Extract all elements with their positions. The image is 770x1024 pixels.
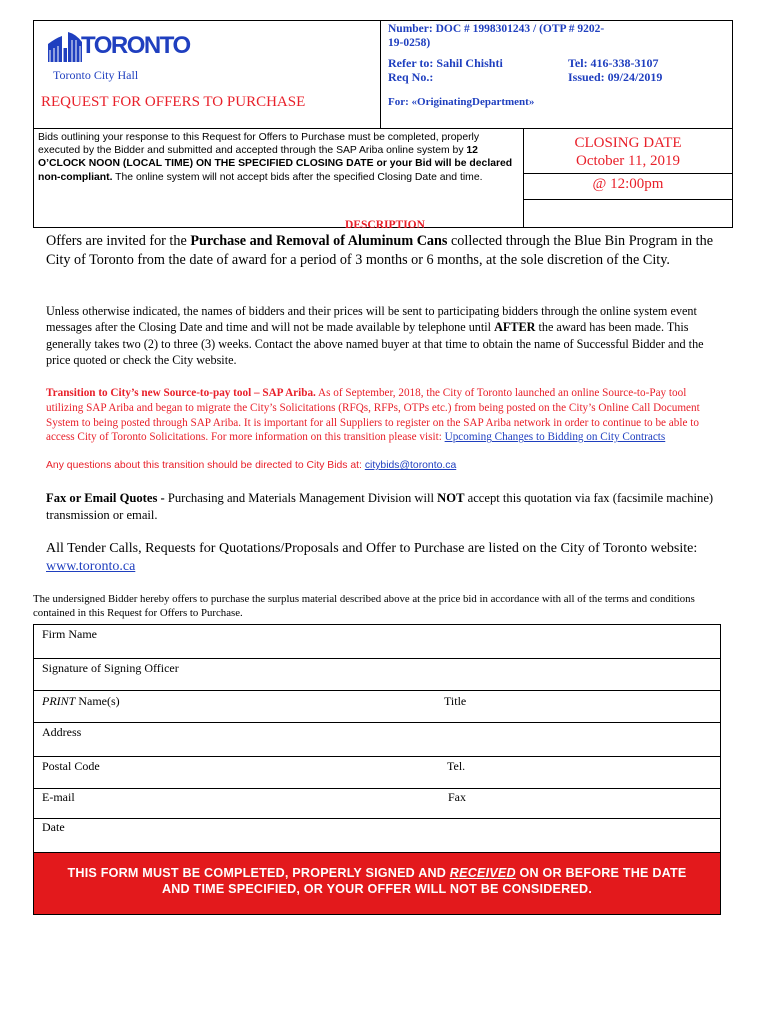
postal-code-field[interactable]: Postal Code [42, 759, 100, 773]
row-line [33, 818, 721, 819]
address-field[interactable]: Address [42, 725, 82, 739]
row-line [33, 690, 721, 691]
tel-field[interactable]: Tel. [447, 759, 466, 773]
divider [380, 20, 381, 128]
banner-text: THIS FORM MUST BE COMPLETED, PROPERLY SIGNED AND [67, 866, 450, 880]
names-label: Name(s) [75, 694, 120, 708]
row-line [33, 756, 721, 757]
citybids-email-link[interactable]: citybids@toronto.ca [364, 460, 457, 471]
fax-email-heading: Fax or Email Quotes - [46, 491, 165, 505]
banner-received: RECEIVED [449, 866, 516, 880]
form-intro: The undersigned Bidder hereby offers to purchase the surplus material described above at the price bid in accordance with all of the terms and conditions contained in this Request for Offers to Purchase. [33, 593, 695, 619]
closing-time: @ 12:00pm [592, 176, 664, 192]
banner-text-2: ON OR BEFORE THE DATE AND TIME SPECIFIED, OR YOUR OFFER WILL NOT BE CONSIDERED. [161, 866, 687, 896]
row-line [33, 722, 721, 723]
divider [523, 199, 733, 200]
item-name: Purchase and Removal of Aluminum Cans [190, 233, 448, 249]
closing-date-label: CLOSING DATE [574, 135, 682, 151]
p3-text: As of September, 2018, the City of Toronto launched an online Source-to-Pay tool utilizing SAP Ariba and began to migrate the City’s Solicitations (RFQs, RFPs, OTPs etc.) from being posted on the City’s Online Call Document System to being posted through SAP Ariba. It is important for all Suppliers to register on the SAP Ariba network in order to continue to be able to access City of Toronto Solicitations. For more information on this transition please visit: [46, 387, 700, 444]
description-p4 [46, 460, 722, 471]
toronto-website-link[interactable]: www.toronto.ca [46, 559, 136, 574]
req-no: Req No.: [388, 70, 434, 84]
description-p6 [46, 540, 722, 576]
buyer-tel: Tel: 416-338-3107 [568, 56, 659, 70]
city-hall-label: Toronto City Hall [53, 68, 139, 82]
print-name-field[interactable] [42, 694, 432, 720]
description-heading: DESCRIPTION [345, 219, 425, 231]
divider [33, 128, 733, 129]
notice-text: Bids outlining your response to this Request for Offers to Purchase must be completed, properly executed by the Bidder and submitted and accepted through the SAP Ariba online system by [38, 132, 480, 157]
email-field[interactable]: E-mail [42, 790, 75, 804]
not-emphasis: NOT [437, 491, 465, 505]
description-p2 [46, 303, 722, 368]
notice-text-2: The online system will not accept bids after the specified Closing Date and time. [112, 171, 483, 183]
description-p5 [46, 490, 722, 524]
signature-field[interactable]: Signature of Signing Officer [42, 661, 179, 675]
title-field[interactable]: Title [444, 694, 467, 708]
p1-text-2: collected through the Blue Bin Program in the City of Toronto from the date of award for a period of 3 months or 6 months, at the sole discretion of the City. [46, 233, 714, 268]
row-line [33, 658, 721, 659]
city-hall-logo-icon [46, 28, 84, 64]
doc-number: Number: DOC # 1998301243 / (OTP # 9202- [388, 23, 605, 35]
firm-name-field[interactable]: Firm Name [42, 627, 97, 641]
p1-text: Offers are invited for the [46, 233, 191, 249]
refer-to: Refer to: Sahil Chishti [388, 56, 503, 70]
divider [523, 173, 733, 174]
notice-bold: 12 O’CLOCK NOON (LOCAL TIME) ON THE SPECIFIED CLOSING DATE or your Bid will be declared non-compliant. [38, 145, 513, 183]
p2-text-2: the award has been made. This generally takes two (2) to three (3) weeks. Contact the above named buyer at that time to obtain the name of Successful Bidder and the price quoted or check the City website. [46, 320, 704, 367]
after-emphasis: AFTER [494, 320, 536, 335]
warning-banner [34, 853, 720, 914]
for-department: For: «OriginatingDepartment» [388, 96, 535, 108]
p5-text: Purchasing and Materials Management Division will [164, 491, 438, 505]
description-p3 [46, 386, 724, 445]
ariba-heading: Transition to City’s new Source-to-pay tool – SAP Ariba. [46, 387, 316, 399]
description-p1 [46, 232, 722, 269]
p4-text: Any questions about this transition should be directed to City Bids at: [46, 460, 365, 471]
logo-wordmark: TORONTO [81, 32, 190, 59]
date-field[interactable]: Date [42, 820, 65, 834]
page-title: REQUEST FOR OFFERS TO PURCHASE [41, 94, 306, 110]
closing-notice [38, 131, 520, 184]
toronto-logo [46, 26, 190, 66]
p2-text: Unless otherwise indicated, the names of bidders and their prices will be sent to participating bidders through the online system event messages after the Closing Date and time and will not be made available by telephone until [46, 304, 697, 335]
row-line [33, 788, 721, 789]
p6-text: All Tender Calls, Requests for Quotations/Proposals and Offer to Purchase are listed on the City of Toronto website: [46, 541, 698, 556]
doc-number-cont: 19-0258) [388, 37, 431, 49]
fax-field[interactable]: Fax [448, 790, 466, 804]
issued-date: Issued: 09/24/2019 [568, 70, 663, 84]
upcoming-changes-link[interactable]: Upcoming Changes to Bidding on City Contracts [444, 431, 666, 444]
p5-text-2: accept this quotation via fax (facsimile machine) transmission or email. [46, 491, 714, 522]
closing-date: October 11, 2019 [575, 153, 680, 169]
number-line [388, 22, 728, 50]
print-label: PRINT [42, 694, 76, 708]
